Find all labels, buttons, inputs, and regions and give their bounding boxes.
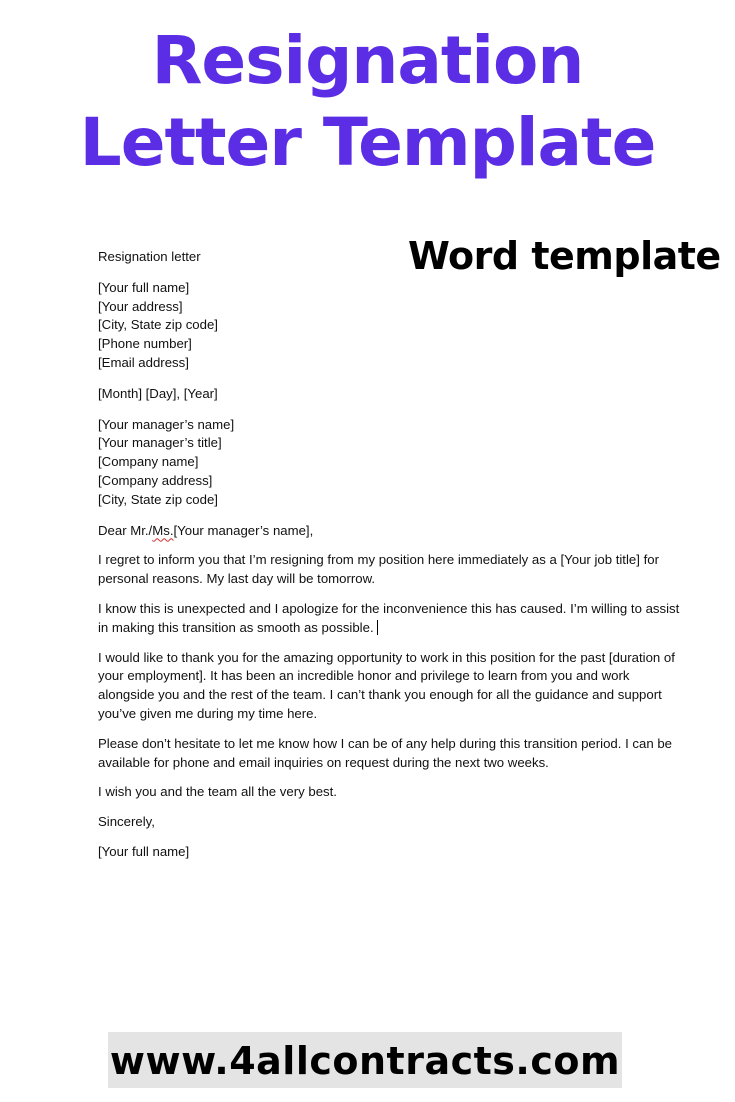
recipient-line: [City, State zip code]: [98, 491, 218, 507]
sender-block: [98, 279, 688, 373]
sender-line: [Phone number]: [98, 336, 192, 352]
sender-line: [Email address]: [98, 354, 189, 370]
spellcheck-flagged-word[interactable]: Ms.: [152, 522, 174, 538]
page-title-line-2: Letter Template: [79, 104, 656, 181]
page-title: [0, 20, 735, 184]
letter-paragraph-text: I know this is unexpected and I apologize for the inconvenience this has caused. I’m willing to assist in making this transition as smooth as possible.: [98, 600, 680, 635]
letter-signature: [Your full name]: [98, 843, 190, 859]
recipient-line: [Your manager’s name]: [98, 416, 235, 432]
salutation-name: [Your manager’s name],: [173, 522, 314, 538]
letter-paragraph: [98, 600, 688, 638]
letter-paragraph: I wish you and the team all the very best.: [98, 784, 337, 800]
letter-paragraph: Please don’t hesitate to let me know how I can be of any help during this transition period. I can be available for phone and email inquiries on request during the next two weeks.: [98, 735, 673, 770]
letter-date: [Month] [Day], [Year]: [98, 385, 218, 401]
recipient-block: [98, 416, 688, 510]
sender-line: [Your full name]: [98, 279, 190, 295]
letter-heading: Resignation letter: [98, 249, 201, 264]
letter-closing: Sincerely,: [98, 814, 155, 830]
letter-paragraph: I regret to inform you that I’m resigning from my position here immediately as a [Your job title] for personal reasons. My last day will be tomorrow.: [98, 552, 659, 587]
text-cursor: [377, 620, 378, 635]
sender-line: [Your address]: [98, 298, 183, 314]
recipient-line: [Your manager’s title]: [98, 435, 222, 451]
word-template-label: Word template: [408, 234, 721, 278]
letter-document[interactable]: [98, 248, 688, 873]
page-title-line-1: Resignation: [151, 22, 584, 99]
website-url[interactable]: www.4allcontracts.com: [109, 1039, 621, 1083]
sender-line: [City, State zip code]: [98, 317, 218, 333]
recipient-line: [Company name]: [98, 454, 199, 470]
recipient-line: [Company address]: [98, 472, 213, 488]
salutation-prefix: Dear Mr./: [98, 522, 153, 538]
letter-paragraph: I would like to thank you for the amazing opportunity to work in this position for the past [duration of your employment]. It has been an incredible honor and privilege to learn from you and work alongside you and the rest of the team. I can’t thank you enough for all the guidance and support you’ve given me during my time here.: [98, 649, 675, 721]
salutation: [98, 522, 688, 541]
